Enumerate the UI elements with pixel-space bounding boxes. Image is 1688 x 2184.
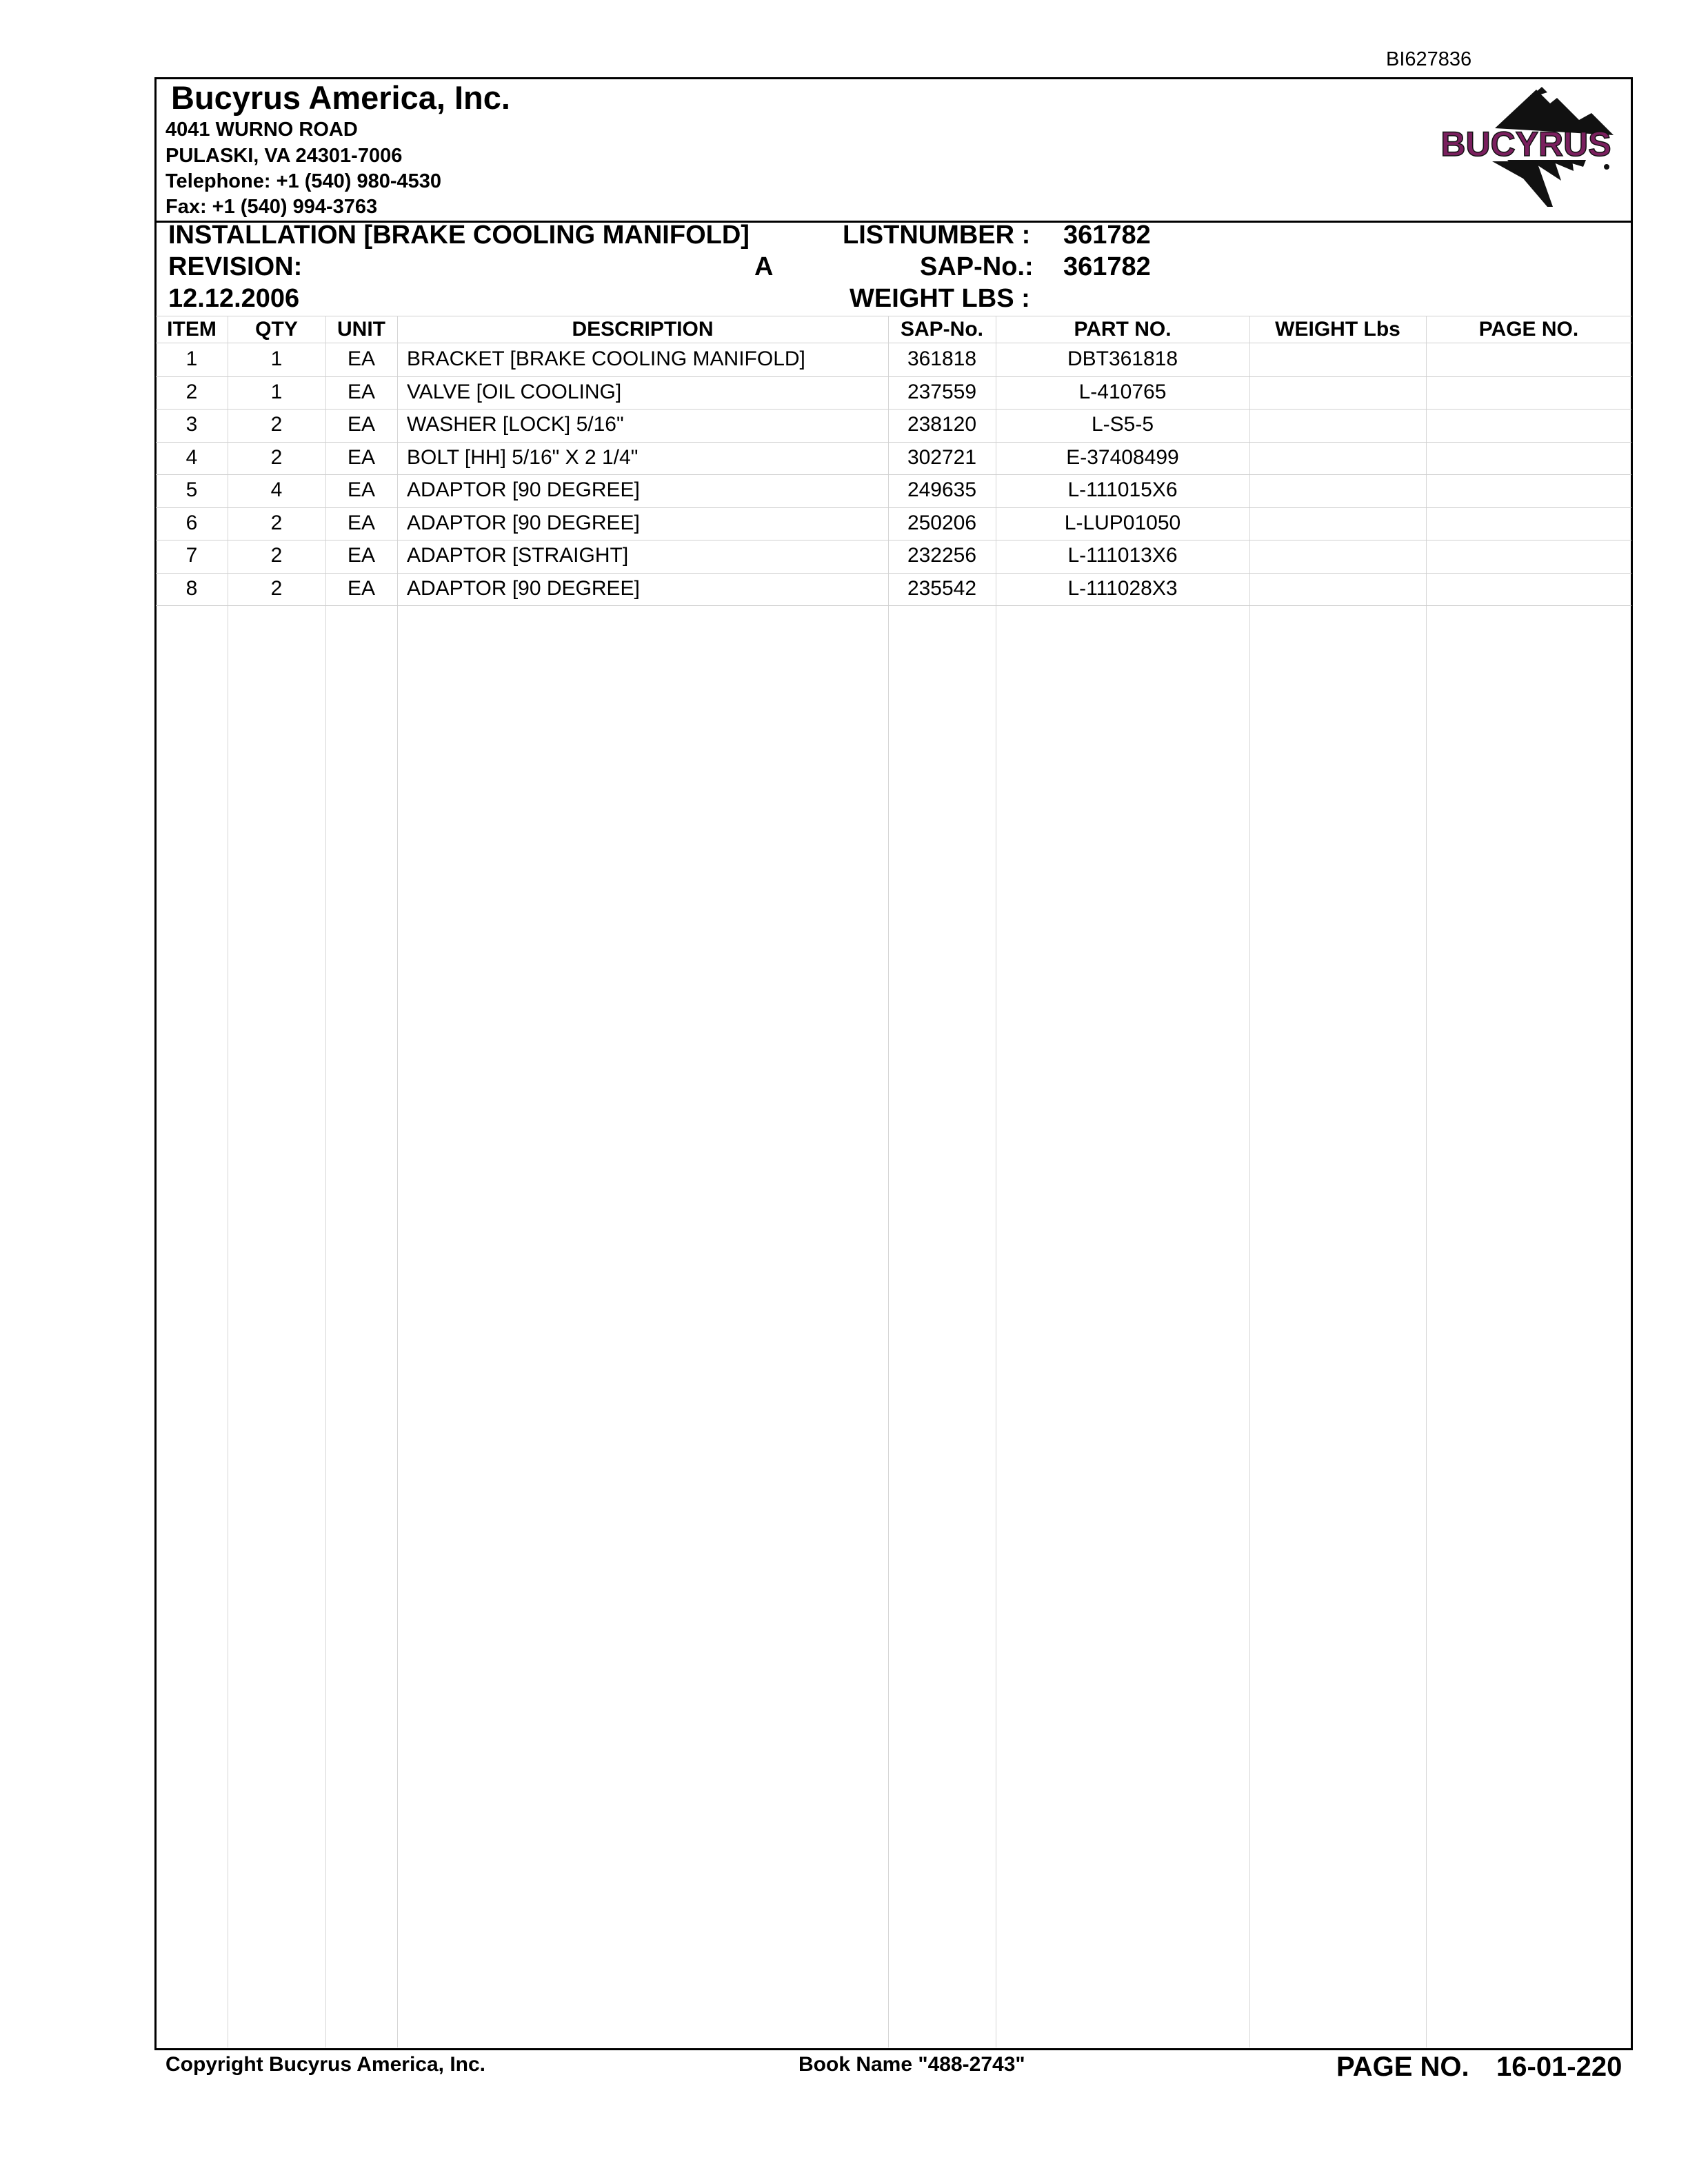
cell-part: DBT361818: [1067, 347, 1178, 370]
column-header-page: PAGE NO.: [1478, 318, 1579, 341]
address-line-1: 4041 WURNO ROAD: [165, 119, 358, 141]
cell-part: L-S5-5: [1091, 413, 1154, 436]
cell-sap: 232256: [907, 544, 977, 567]
cell-sap: 237559: [907, 380, 977, 403]
cell-unit: EA: [347, 478, 376, 501]
cell-unit: EA: [347, 413, 376, 436]
cell-item: 7: [185, 544, 198, 567]
fax: Fax: +1 (540) 994-3763: [165, 196, 378, 218]
cell-part: L-LUP01050: [1064, 511, 1181, 534]
bucyrus-logo: [1426, 85, 1626, 210]
column-header-weight: WEIGHT Lbs: [1275, 318, 1400, 341]
cell-unit: EA: [347, 445, 376, 469]
cell-part: L-410765: [1078, 380, 1167, 403]
sap-value: 361782: [1063, 252, 1151, 281]
cell-unit: EA: [347, 347, 376, 370]
cell-sap: 250206: [907, 511, 977, 534]
page-number-value: 16-01-220: [1496, 2052, 1622, 2082]
cell-qty: 2: [270, 511, 283, 534]
revision-value: A: [754, 252, 774, 281]
column-header-item: ITEM: [167, 318, 217, 341]
cell-qty: 2: [270, 576, 283, 600]
cell-qty: 4: [270, 478, 283, 501]
cell-item: 5: [185, 478, 198, 501]
listnumber-label: LISTNUMBER :: [843, 221, 1031, 250]
cell-item: 4: [185, 445, 198, 469]
cell-sap: 238120: [907, 413, 977, 436]
telephone: Telephone: +1 (540) 980-4530: [165, 170, 442, 192]
page-title: INSTALLATION [BRAKE COOLING MANIFOLD]: [168, 221, 750, 250]
cell-unit: EA: [347, 544, 376, 567]
revision-date: 12.12.2006: [168, 284, 300, 313]
cell-unit: EA: [347, 380, 376, 403]
cell-qty: 1: [270, 380, 283, 403]
column-divider: [1249, 316, 1250, 2048]
page-number-label: PAGE NO.: [1336, 2052, 1469, 2082]
address-line-2: PULASKI, VA 24301-7006: [165, 145, 403, 167]
cell-sap: 361818: [907, 347, 977, 370]
listnumber-value: 361782: [1063, 221, 1151, 250]
cell-sap: 249635: [907, 478, 977, 501]
cell-unit: EA: [347, 511, 376, 534]
book-name: Book Name "488-2743": [798, 2053, 1025, 2076]
cell-part: L-111028X3: [1067, 576, 1178, 600]
cell-item: 8: [185, 576, 198, 600]
cell-description: VALVE [OIL COOLING]: [407, 380, 622, 403]
sap-label: SAP-No.:: [920, 252, 1034, 281]
weight-label: WEIGHT LBS :: [850, 284, 1030, 313]
cell-description: BOLT [HH] 5/16" X 2 1/4": [407, 445, 639, 469]
cell-description: WASHER [LOCK] 5/16": [407, 413, 624, 436]
column-header-sap: SAP-No.: [901, 318, 983, 341]
cell-part: L-111015X6: [1067, 478, 1178, 501]
column-divider: [1426, 316, 1427, 2048]
cell-qty: 2: [270, 413, 283, 436]
column-header-qty: QTY: [255, 318, 298, 341]
cell-item: 3: [185, 413, 198, 436]
cell-description: ADAPTOR [90 DEGREE]: [407, 478, 640, 501]
cell-item: 2: [185, 380, 198, 403]
cell-item: 6: [185, 511, 198, 534]
cell-part: L-111013X6: [1067, 544, 1178, 567]
column-header-part: PART NO.: [1074, 318, 1172, 341]
copyright: Copyright Bucyrus America, Inc.: [165, 2053, 486, 2076]
cell-qty: 2: [270, 544, 283, 567]
column-header-unit: UNIT: [337, 318, 385, 341]
cell-sap: 235542: [907, 576, 977, 600]
cell-qty: 2: [270, 445, 283, 469]
revision-label: REVISION:: [168, 252, 303, 281]
cell-description: ADAPTOR [STRAIGHT]: [407, 544, 629, 567]
document-id: BI627836: [1386, 48, 1472, 70]
cell-sap: 302721: [907, 445, 977, 469]
cell-item: 1: [185, 347, 198, 370]
cell-part: E-37408499: [1066, 445, 1179, 469]
cell-description: ADAPTOR [90 DEGREE]: [407, 511, 640, 534]
logo-wordmark: BUCYRUS: [1440, 125, 1611, 163]
company-name: Bucyrus America, Inc.: [171, 79, 510, 116]
column-header-description: DESCRIPTION: [572, 318, 714, 341]
cell-unit: EA: [347, 576, 376, 600]
cell-description: ADAPTOR [90 DEGREE]: [407, 576, 640, 600]
cell-qty: 1: [270, 347, 283, 370]
cell-description: BRACKET [BRAKE COOLING MANIFOLD]: [407, 347, 805, 370]
row-divider: [156, 605, 1631, 606]
